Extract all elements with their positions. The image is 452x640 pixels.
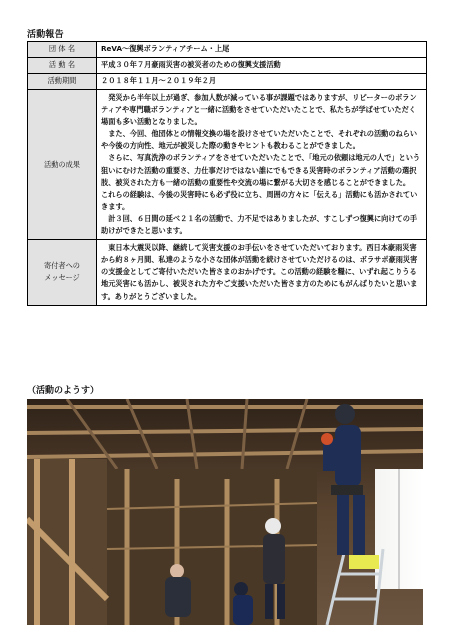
activity-photo — [27, 399, 423, 625]
activity-label: 活 動 名 — [28, 58, 97, 74]
results-paragraph: さらに、写真洗浄のボランティアをさせていただいたことで、「地元の依頼は地元の人で」という狙いにむけた活動の重要さ、力仕事だけではない誰にでもできる災害時のボランティア活動の選択肢、被災された方も一緒の活動の重要性や交流の場に繋がる大切さを感じることができました。 — [101, 153, 421, 187]
activity-photo-illustration — [27, 399, 423, 625]
page-heading: 活動報告 — [27, 30, 64, 40]
message-value: 東日本大震災以降、継続して災害支援のお手伝いをさせていただいております。西日本豪雨災害から約８ヶ月間、私達のような小さな団体が活動を続けさせていただけるのは、ボラサポ豪雨災害の支援金としてご寄付いただいた皆さまのおかげです。この活動の経験を糧に、いずれ起こりうる地元災害にも活かし、被災された方やご支援いただいた皆さま方のためにもがんばりたいと思います。ありがとうございました。 — [97, 240, 427, 305]
results-paragraph: 計３回、６日間の延べ２１名の活動で、力不足ではありましたが、すこしずつ復興に向けての手助けができたと思います。 — [101, 213, 418, 236]
report-table — [27, 41, 427, 306]
results-row — [28, 90, 427, 240]
photo-caption: （活動のようす） — [27, 386, 100, 396]
activity-row — [28, 58, 427, 74]
org-value: ReVA～復興ボランティアチーム・上尾 — [97, 42, 427, 58]
results-paragraph: これらの経験は、今後の災害時にも必ず役に立ち、周囲の方々に「伝える」活動にも活かされていきます。 — [101, 189, 418, 211]
results-paragraph: 発災から半年以上が過ぎ、参加人数が減っている事が課題ではありますが、リピーターのボランティアや専門職ボランティアと一緒に活動をさせていただいたことで、私たちが学ばせていただく場面も多い活動となりました。 — [101, 93, 417, 127]
message-row — [28, 240, 427, 305]
period-value: ２０１８年１１月～２０１９年２月 — [97, 74, 427, 90]
period-label: 活動期間 — [28, 74, 97, 90]
org-label: 団 体 名 — [28, 42, 97, 58]
period-row — [28, 74, 427, 90]
results-paragraph: また、今回、他団体との情報交換の場を設けさせていただいたことで、それぞれの活動のねらいや今後の方向性、地元が被災した際の動きやヒントも教わることができました。 — [101, 129, 418, 151]
message-label: 寄付者への メッセージ — [28, 240, 97, 305]
results-label: 活動の成果 — [28, 90, 97, 240]
org-row — [28, 42, 427, 58]
activity-value: 平成３０年７月豪雨災害の被災者のための復興支援活動 — [97, 58, 427, 74]
results-value — [97, 90, 427, 240]
